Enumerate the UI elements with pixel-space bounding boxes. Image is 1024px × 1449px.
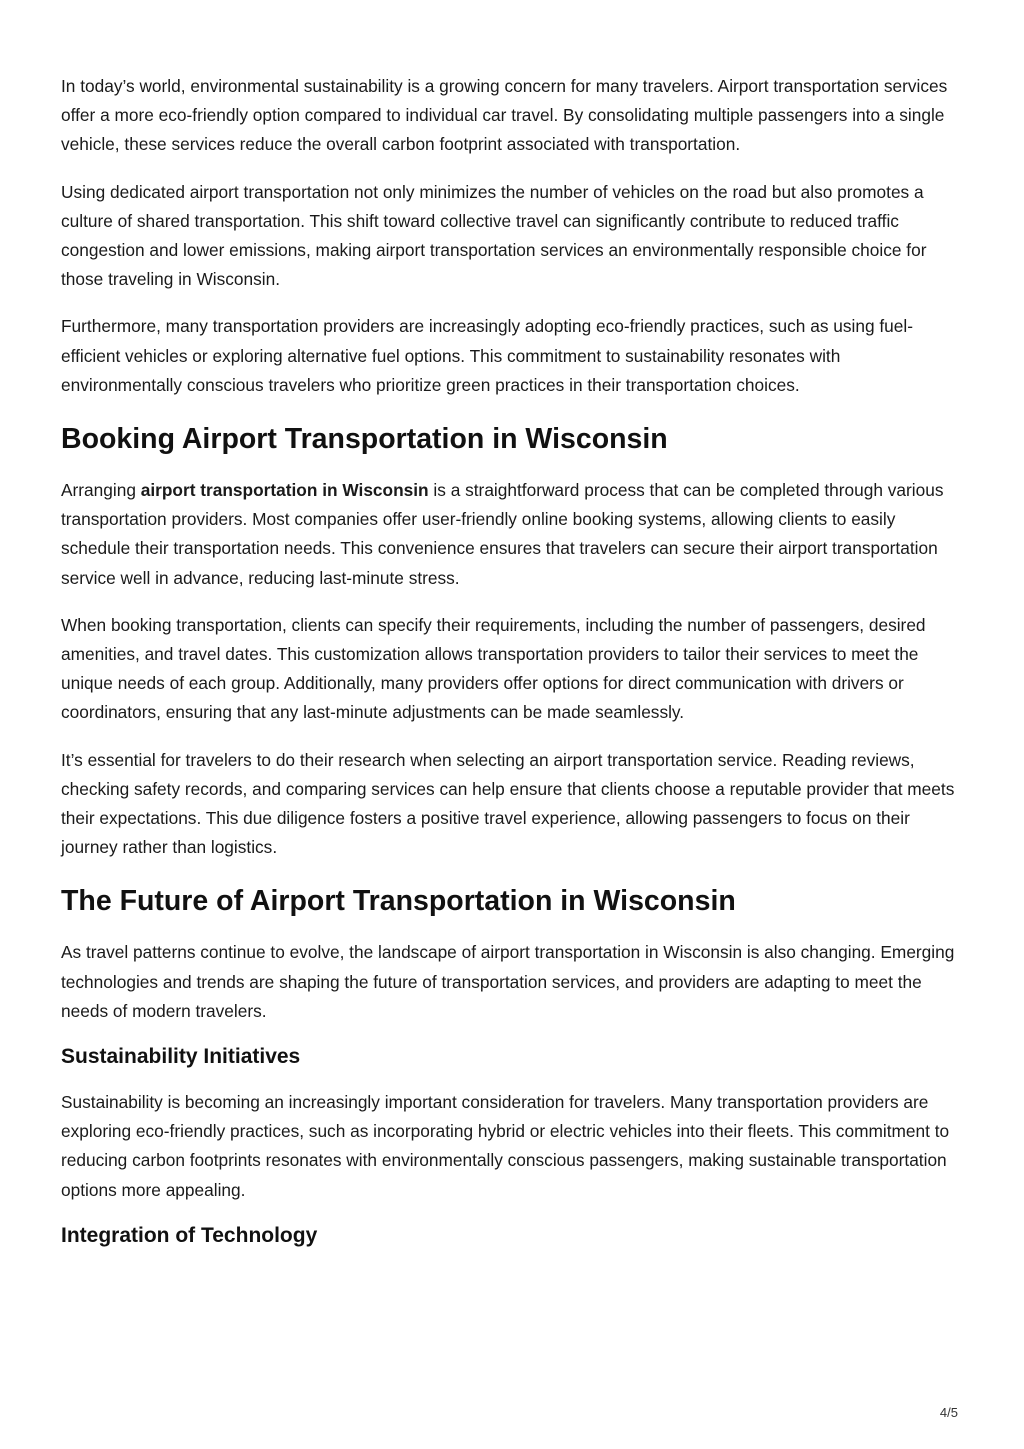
sustainability-paragraph: Sustainability is becoming an increasingly important consideration for travelers. Many transportation providers are exploring eco-friendly practices, such as incorporating hybrid or electric vehicles into their fleets. This commitment to reducing carbon footprints resonates with environmentally conscious passengers, making sustainable transportation options more appealing. [61, 1092, 950, 1200]
booking-paragraph-2: When booking transportation, clients can specify their requirements, including the number of passengers, desired amenities, and travel dates. This customization allows transportation providers to tailor their services to meet the unique needs of each group. Additionally, many providers offer options for direct communication with drivers or coordinators, ensuring that any last-minute adjustments can be made seamlessly. [61, 614, 926, 723]
booking-paragraph-1 [61, 476, 966, 593]
booking-p1-bold: airport transportation in Wisconsin [140, 480, 429, 501]
booking-p1-after: is a straightforward process that can be completed through various transportation providers. Most companies offer user-friendly online booking systems, allowing clients to easily schedule their transportation needs. This convenience ensures that travelers can secure their airport transportation service well in advance, reducing last-minute stress. [61, 480, 944, 588]
intro-paragraph-3: Furthermore, many transportation providers are increasingly adopting eco-friendly practices, such as using fuel-efficient vehicles or exploring alternative fuel options. This commitment to sustainability resonates with environmentally conscious travelers who prioritize green practices in their transportation choices. [61, 316, 913, 395]
document-page [61, 72, 966, 1267]
future-paragraph-1: As travel patterns continue to evolve, the landscape of airport transportation in Wisconsin is also changing. Emerging technologies and trends are shaping the future of transportation services, and providers are adapting to meet the needs of modern travelers. [61, 942, 955, 1021]
intro-paragraph-2: Using dedicated airport transportation not only minimizes the number of vehicles on the road but also promotes a culture of shared transportation. This shift toward collective travel can significantly contribute to reduced traffic congestion and lower emissions, making airport transportation services an environmentally responsible choice for those traveling in Wisconsin. [61, 181, 927, 290]
booking-p1-before: Arranging [61, 480, 141, 501]
technology-heading: Integration of Technology [61, 1223, 318, 1247]
booking-paragraph-3: It’s essential for travelers to do their research when selecting an airport transportation service. Reading reviews, checking safety records, and comparing services can help ensure that clients choose a reputable provider that meets their expectations. This due diligence fosters a positive travel experience, allowing passengers to focus on their journey rather than logistics. [61, 749, 955, 858]
sustainability-heading: Sustainability Initiatives [61, 1045, 301, 1069]
future-heading: The Future of Airport Transportation in Wisconsin [61, 885, 736, 918]
page-number: 4/5 [939, 1405, 958, 1420]
booking-heading: Booking Airport Transportation in Wisconsin [61, 423, 668, 456]
intro-paragraph-1: In today’s world, environmental sustainability is a growing concern for many travelers. Airport transportation services offer a more eco-friendly option compared to individual car travel. By consolidating multiple passengers into a single vehicle, these services reduce the overall carbon footprint associated with transportation. [61, 76, 948, 155]
